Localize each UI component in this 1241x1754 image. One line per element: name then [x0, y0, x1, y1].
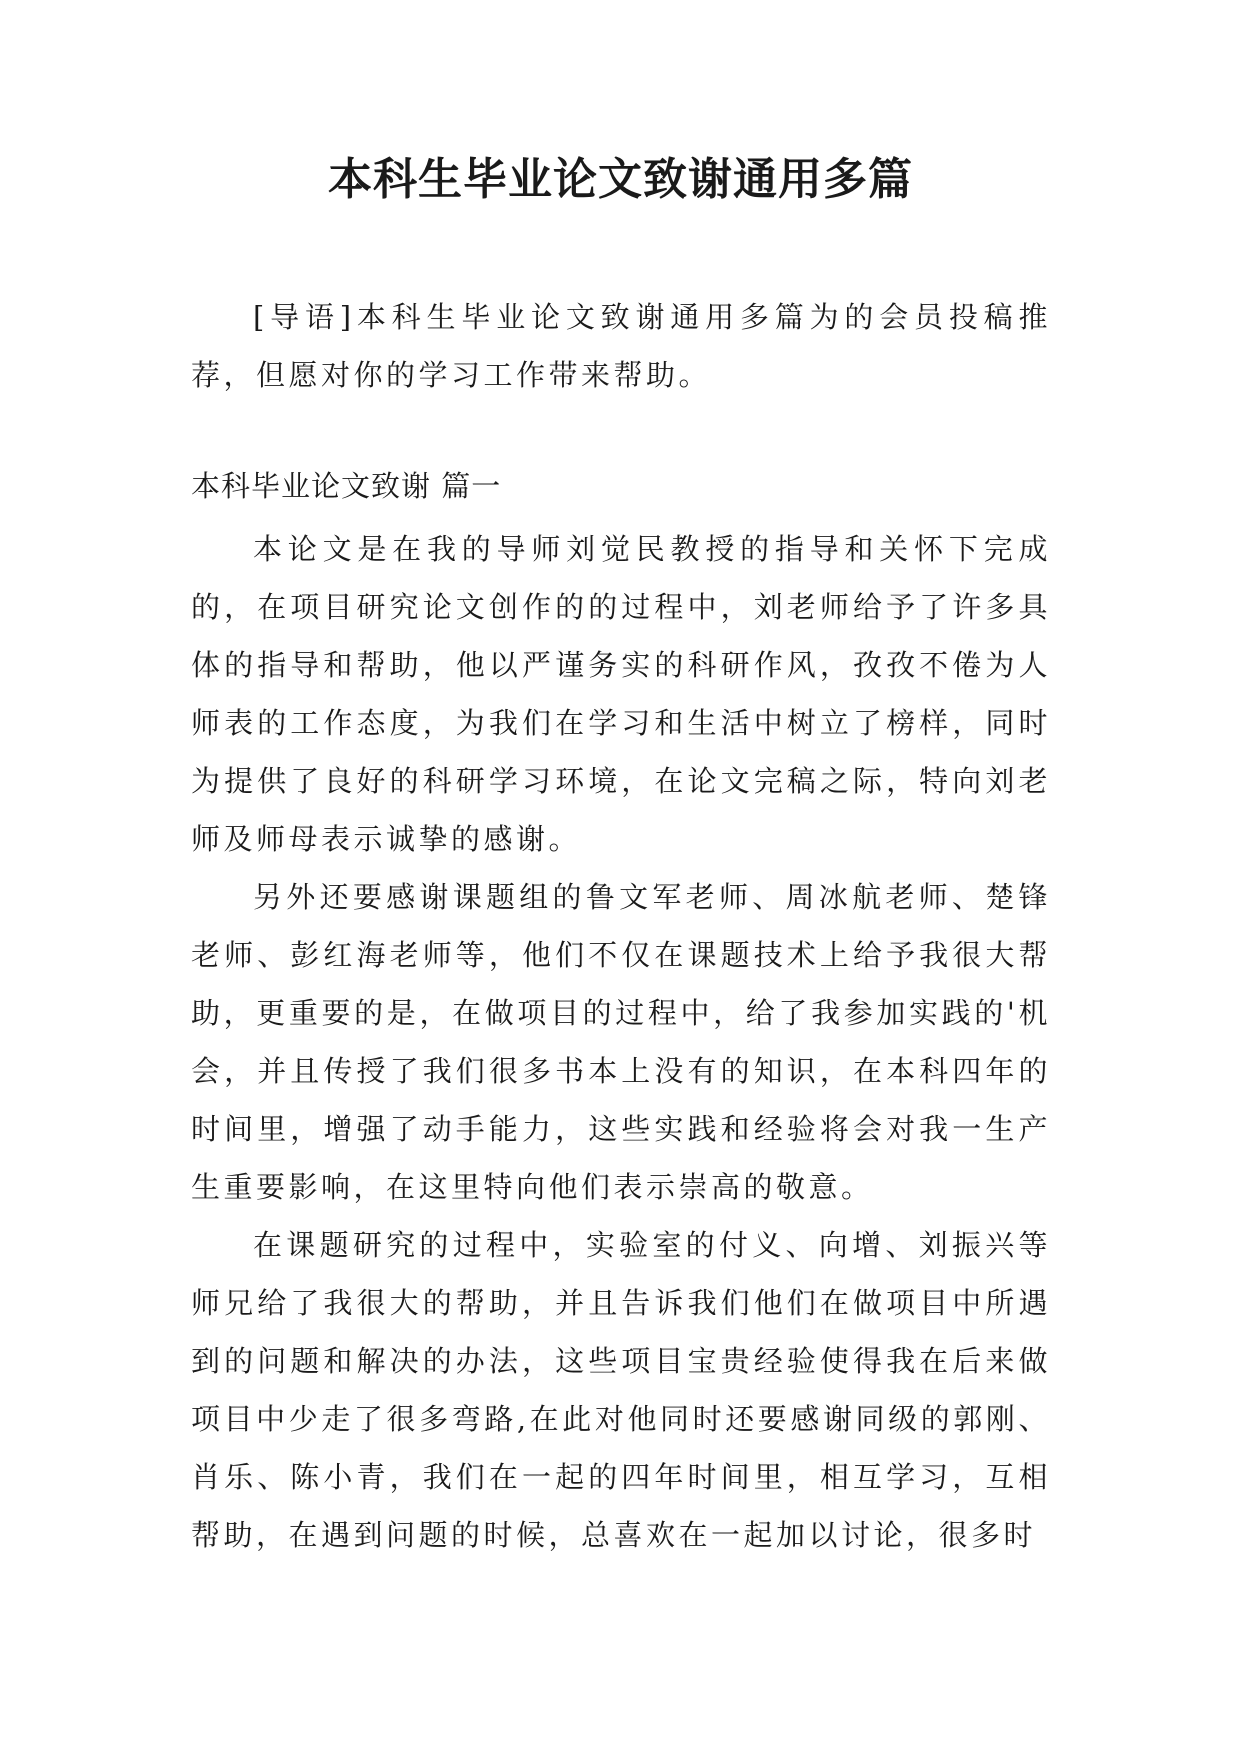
body-paragraph: 另外还要感谢课题组的鲁文军老师、周冰航老师、楚锋老师、彭红海老师等，他们不仅在课题技术上给予我很大帮助，更重要的是，在做项目的过程中，给了我参加实践的'机会，并且传授了我们很多书本上没有的知识，在本科四年的时间里，增强了动手能力，这些实践和经验将会对我一生产生重要影响，在这里特向他们表示崇高的敬意。	[191, 880, 1051, 1204]
section-heading: 本科毕业论文致谢 篇一	[191, 469, 502, 503]
intro-paragraph: [导语]本科生毕业论文致谢通用多篇为的会员投稿推荐，但愿对你的学习工作带来帮助。	[191, 300, 1051, 392]
body-paragraph: 本论文是在我的导师刘觉民教授的指导和关怀下完成的，在项目研究论文创作的的过程中，刘老师给予了许多具体的指导和帮助，他以严谨务实的科研作风，孜孜不倦为人师表的工作态度，为我们在学习和生活中树立了榜样，同时为提供了良好的科研学习环境，在论文完稿之际，特向刘老师及师母表示诚挚的感谢。	[191, 532, 1051, 856]
document-title: 本科生毕业论文致谢通用多篇	[328, 154, 913, 205]
body-paragraph: 在课题研究的过程中，实验室的付义、向增、刘振兴等师兄给了我很大的帮助，并且告诉我们他们在做项目中所遇到的问题和解决的办法，这些项目宝贵经验使得我在后来做项目中少走了很多弯路,在此对他同时还要感谢同级的郭刚、肖乐、陈小青，我们在一起的四年时间里，相互学习，互相帮助，在遇到问题的时候，总喜欢在一起加以讨论，很多时	[191, 1228, 1051, 1552]
